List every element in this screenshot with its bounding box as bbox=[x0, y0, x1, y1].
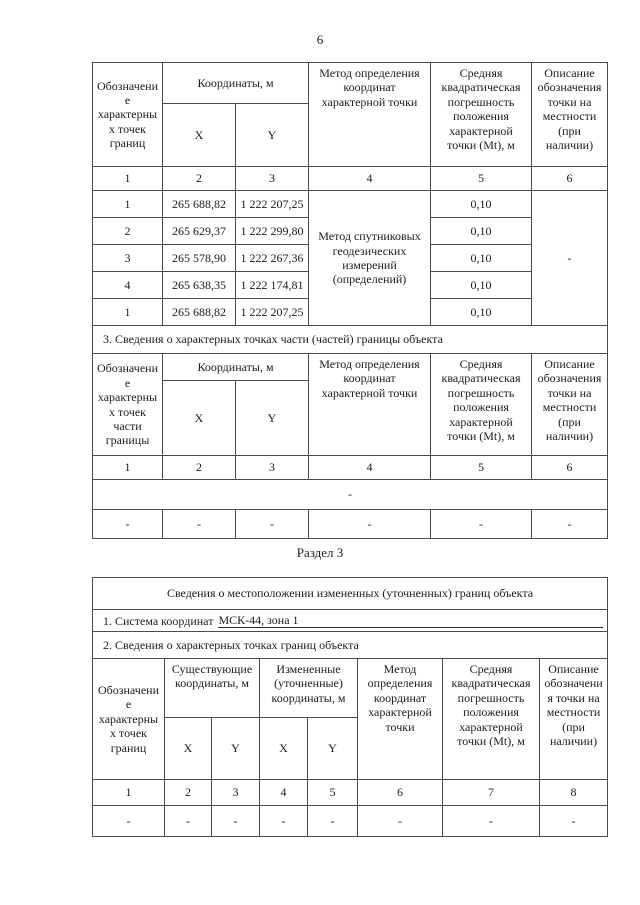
dash-cell: - bbox=[212, 806, 260, 837]
x-coordinate-cell: 265 629,37 bbox=[163, 218, 236, 245]
column-number-cell: 8 bbox=[540, 780, 608, 806]
points-caption: 2. Сведения о характерных точках границ объекта bbox=[93, 632, 608, 659]
coordinate-system-value: МСК-44, зона 1 bbox=[218, 612, 299, 627]
section-3-heading: Раздел 3 bbox=[296, 545, 344, 560]
table-row bbox=[93, 191, 608, 218]
x-coordinate-cell: 265 578,90 bbox=[163, 245, 236, 272]
changed-header-cell-x1: X bbox=[165, 718, 212, 780]
changed-table-title: Сведения о местоположении измененных (уточненных) границ объекта bbox=[93, 578, 608, 610]
part-section-caption: 3. Сведения о характерных точках части (частей) границы объекта bbox=[93, 326, 608, 354]
column-number-cell: 5 bbox=[431, 456, 532, 480]
header-cell-precision: Средняя квадратическая погрешность положения характерной точки (Mt), м bbox=[431, 63, 532, 167]
column-number-cell: 6 bbox=[532, 456, 608, 480]
changed-header-row bbox=[93, 659, 608, 718]
changed-header-cell-precision: Средняя квадратическая погрешность положения характерной точки (Mt), м bbox=[443, 659, 540, 780]
precision-value-cell: 0,10 bbox=[431, 245, 532, 272]
y-coordinate-cell: 1 222 174,81 bbox=[236, 272, 309, 299]
precision-value-cell: 0,10 bbox=[431, 272, 532, 299]
part-section-caption-row bbox=[93, 326, 608, 354]
column-number-cell: 6 bbox=[358, 780, 443, 806]
dash-cell: - bbox=[532, 510, 608, 539]
part-header-cell-method: Метод определения координат характерной точки bbox=[309, 354, 431, 456]
changed-header-cell-existing-coords: Существующие координаты, м bbox=[165, 659, 260, 718]
part-header-cell-point-designation: Обозначение характерных точек части границы bbox=[93, 354, 163, 456]
point-id-cell: 4 bbox=[93, 272, 163, 299]
changed-header-cell-changed-coords: Измененные (уточненные) координаты, м bbox=[260, 659, 358, 718]
header-cell-point-designation: Обозначение характерных точек границ bbox=[93, 63, 163, 167]
dash-cell: - bbox=[163, 510, 236, 539]
column-number-cell: 3 bbox=[236, 456, 309, 480]
column-number-cell: 4 bbox=[260, 780, 308, 806]
changed-boundaries-table bbox=[92, 577, 608, 837]
description-value-cell: - bbox=[532, 191, 608, 326]
changed-table-title-row bbox=[93, 578, 608, 610]
column-number-cell: 5 bbox=[431, 167, 532, 191]
changed-header-cell-x2: X bbox=[260, 718, 308, 780]
changed-header-cell-y1: Y bbox=[212, 718, 260, 780]
point-id-cell: 1 bbox=[93, 299, 163, 326]
coordinate-system-row bbox=[93, 610, 608, 632]
column-number-cell: 4 bbox=[309, 456, 431, 480]
dash-cell: - bbox=[358, 806, 443, 837]
part-dash-row bbox=[93, 510, 608, 539]
column-number-cell: 5 bbox=[308, 780, 358, 806]
column-number-cell: 1 bbox=[93, 780, 165, 806]
precision-value-cell: 0,10 bbox=[431, 191, 532, 218]
x-coordinate-cell: 265 638,35 bbox=[163, 272, 236, 299]
part-empty-cell: - bbox=[93, 480, 608, 510]
column-number-cell: 3 bbox=[212, 780, 260, 806]
part-empty-row bbox=[93, 480, 608, 510]
changed-column-number-row bbox=[93, 780, 608, 806]
underline-filler bbox=[299, 626, 603, 628]
x-coordinate-cell: 265 688,82 bbox=[163, 299, 236, 326]
part-column-number-row bbox=[93, 456, 608, 480]
changed-header-cell-y2: Y bbox=[308, 718, 358, 780]
point-id-cell: 3 bbox=[93, 245, 163, 272]
header-cell-coordinates: Координаты, м bbox=[163, 63, 309, 104]
header-row bbox=[93, 63, 608, 104]
x-coordinate-cell: 265 688,82 bbox=[163, 191, 236, 218]
part-header-cell-coordinates: Координаты, м bbox=[163, 354, 309, 381]
y-coordinate-cell: 1 222 299,80 bbox=[236, 218, 309, 245]
dash-cell: - bbox=[93, 510, 163, 539]
dash-cell: - bbox=[260, 806, 308, 837]
column-number-cell: 2 bbox=[163, 167, 236, 191]
part-header-cell-y: Y bbox=[236, 381, 309, 456]
y-coordinate-cell: 1 222 267,36 bbox=[236, 245, 309, 272]
dash-cell: - bbox=[443, 806, 540, 837]
dash-cell: - bbox=[93, 806, 165, 837]
coordinate-system-label: 1. Система координат bbox=[103, 613, 214, 628]
column-number-cell: 1 bbox=[93, 456, 163, 480]
boundary-points-table bbox=[92, 62, 608, 539]
changed-dash-row bbox=[93, 806, 608, 837]
column-number-cell: 3 bbox=[236, 167, 309, 191]
header-cell-method: Метод определения координат характерной точки bbox=[309, 63, 431, 167]
page-number: 6 bbox=[316, 32, 324, 47]
column-number-row bbox=[93, 167, 608, 191]
dash-cell: - bbox=[540, 806, 608, 837]
part-header-row bbox=[93, 354, 608, 381]
dash-cell: - bbox=[308, 806, 358, 837]
coordinate-system-cell bbox=[93, 610, 608, 632]
header-cell-y: Y bbox=[236, 104, 309, 167]
precision-value-cell: 0,10 bbox=[431, 218, 532, 245]
point-id-cell: 2 bbox=[93, 218, 163, 245]
changed-header-cell-description: Описание обозначения точки на местности (при наличии) bbox=[540, 659, 608, 780]
column-number-cell: 2 bbox=[165, 780, 212, 806]
column-number-cell: 7 bbox=[443, 780, 540, 806]
dash-cell: - bbox=[236, 510, 309, 539]
column-number-cell: 6 bbox=[532, 167, 608, 191]
precision-value-cell: 0,10 bbox=[431, 299, 532, 326]
y-coordinate-cell: 1 222 207,25 bbox=[236, 191, 309, 218]
dash-cell: - bbox=[309, 510, 431, 539]
column-number-cell: 1 bbox=[93, 167, 163, 191]
part-header-cell-x: X bbox=[163, 381, 236, 456]
dash-cell: - bbox=[431, 510, 532, 539]
method-value-cell: Метод спутниковых геодезических измерений (определений) bbox=[309, 191, 431, 326]
part-header-cell-description: Описание обозначения точки на местности (при наличии) bbox=[532, 354, 608, 456]
header-cell-description: Описание обозначения точки на местности (при наличии) bbox=[532, 63, 608, 167]
changed-header-cell-point-designation: Обозначение характерных точек границ bbox=[93, 659, 165, 780]
header-cell-x: X bbox=[163, 104, 236, 167]
column-number-cell: 4 bbox=[309, 167, 431, 191]
points-caption-row bbox=[93, 632, 608, 659]
dash-cell: - bbox=[165, 806, 212, 837]
coordinate-system-line bbox=[103, 613, 603, 628]
point-id-cell: 1 bbox=[93, 191, 163, 218]
column-number-cell: 2 bbox=[163, 456, 236, 480]
y-coordinate-cell: 1 222 207,25 bbox=[236, 299, 309, 326]
part-header-cell-precision: Средняя квадратическая погрешность положения характерной точки (Mt), м bbox=[431, 354, 532, 456]
changed-header-cell-method: Метод определения координат характерной точки bbox=[358, 659, 443, 780]
